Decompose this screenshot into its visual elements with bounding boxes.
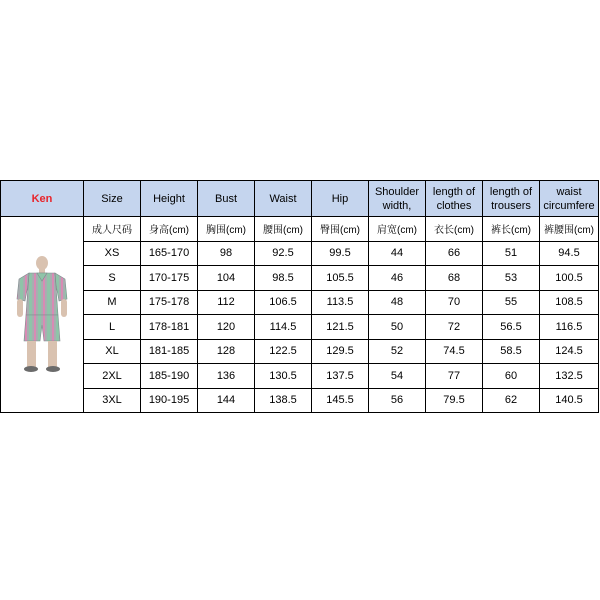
cell-trousers-waist: 132.5 bbox=[540, 364, 599, 389]
cell-size: S bbox=[84, 266, 141, 291]
table-row bbox=[1, 339, 599, 364]
header-waist: Waist bbox=[255, 181, 312, 217]
cell-size: XL bbox=[84, 339, 141, 364]
cn-header-waist: 腰围(cm) bbox=[255, 217, 312, 242]
cell-trousers-length: 53 bbox=[483, 266, 540, 291]
cell-clothes-length: 68 bbox=[426, 266, 483, 291]
cell-size: 2XL bbox=[84, 364, 141, 389]
cell-hip: 129.5 bbox=[312, 339, 369, 364]
cell-height: 185-190 bbox=[141, 364, 198, 389]
cell-trousers-length: 51 bbox=[483, 241, 540, 266]
cell-trousers-waist: 108.5 bbox=[540, 290, 599, 315]
table-row bbox=[1, 266, 599, 291]
cell-clothes-length: 79.5 bbox=[426, 388, 483, 413]
cell-bust: 98 bbox=[198, 241, 255, 266]
cell-height: 178-181 bbox=[141, 315, 198, 340]
cell-waist: 122.5 bbox=[255, 339, 312, 364]
cn-header-clothes-length: 衣长(cm) bbox=[426, 217, 483, 242]
cell-trousers-length: 55 bbox=[483, 290, 540, 315]
cell-size: M bbox=[84, 290, 141, 315]
cell-shoulder-width: 52 bbox=[369, 339, 426, 364]
cell-waist: 138.5 bbox=[255, 388, 312, 413]
chinese-header-row bbox=[1, 217, 599, 242]
cn-header-bust: 胸围(cm) bbox=[198, 217, 255, 242]
cell-hip: 121.5 bbox=[312, 315, 369, 340]
cell-clothes-length: 77 bbox=[426, 364, 483, 389]
cell-hip: 137.5 bbox=[312, 364, 369, 389]
cell-shoulder-width: 44 bbox=[369, 241, 426, 266]
cell-height: 165-170 bbox=[141, 241, 198, 266]
cn-header-trousers-length: 裤长(cm) bbox=[483, 217, 540, 242]
cn-header-hip: 臀围(cm) bbox=[312, 217, 369, 242]
header-size: Size bbox=[84, 181, 141, 217]
cell-shoulder-width: 54 bbox=[369, 364, 426, 389]
cell-trousers-length: 62 bbox=[483, 388, 540, 413]
outfit-illustration bbox=[11, 255, 73, 375]
model-name: Ken bbox=[1, 181, 84, 217]
header-hip: Hip bbox=[312, 181, 369, 217]
table-row bbox=[1, 364, 599, 389]
cell-hip: 105.5 bbox=[312, 266, 369, 291]
cell-waist: 106.5 bbox=[255, 290, 312, 315]
cell-shoulder-width: 56 bbox=[369, 388, 426, 413]
cn-header-size: 成人尺码 bbox=[84, 217, 141, 242]
header-waist-circumference: waist circumfere bbox=[540, 181, 599, 217]
cell-waist: 98.5 bbox=[255, 266, 312, 291]
cell-hip: 113.5 bbox=[312, 290, 369, 315]
header-shoulder-width: Shoulder width, bbox=[369, 181, 426, 217]
header-height: Height bbox=[141, 181, 198, 217]
cell-trousers-waist: 100.5 bbox=[540, 266, 599, 291]
cell-height: 190-195 bbox=[141, 388, 198, 413]
cell-size: XS bbox=[84, 241, 141, 266]
table-row bbox=[1, 290, 599, 315]
header-bust: Bust bbox=[198, 181, 255, 217]
cell-size: L bbox=[84, 315, 141, 340]
cell-clothes-length: 72 bbox=[426, 315, 483, 340]
shorts-shape bbox=[24, 315, 60, 341]
cell-bust: 128 bbox=[198, 339, 255, 364]
header-length-of-trousers: length of trousers bbox=[483, 181, 540, 217]
cell-waist: 130.5 bbox=[255, 364, 312, 389]
table-row bbox=[1, 241, 599, 266]
cn-header-trousers-waist: 裤腰围(cm) bbox=[540, 217, 599, 242]
cell-trousers-waist: 124.5 bbox=[540, 339, 599, 364]
cell-shoulder-width: 48 bbox=[369, 290, 426, 315]
cell-trousers-waist: 94.5 bbox=[540, 241, 599, 266]
cell-clothes-length: 74.5 bbox=[426, 339, 483, 364]
header-length-of-clothes: length of clothes bbox=[426, 181, 483, 217]
head-shape bbox=[36, 256, 48, 270]
product-image-cell bbox=[1, 217, 84, 413]
cell-trousers-length: 58.5 bbox=[483, 339, 540, 364]
cell-shoulder-width: 50 bbox=[369, 315, 426, 340]
cell-shoulder-width: 46 bbox=[369, 266, 426, 291]
cell-size: 3XL bbox=[84, 388, 141, 413]
table-row bbox=[1, 315, 599, 340]
cell-bust: 120 bbox=[198, 315, 255, 340]
cell-clothes-length: 66 bbox=[426, 241, 483, 266]
cell-bust: 144 bbox=[198, 388, 255, 413]
cell-bust: 104 bbox=[198, 266, 255, 291]
cell-clothes-length: 70 bbox=[426, 290, 483, 315]
cell-height: 175-178 bbox=[141, 290, 198, 315]
size-chart-table bbox=[0, 180, 599, 413]
cell-height: 170-175 bbox=[141, 266, 198, 291]
cell-trousers-length: 60 bbox=[483, 364, 540, 389]
cell-hip: 99.5 bbox=[312, 241, 369, 266]
table-row bbox=[1, 388, 599, 413]
cell-bust: 136 bbox=[198, 364, 255, 389]
header-row bbox=[1, 181, 599, 217]
cell-bust: 112 bbox=[198, 290, 255, 315]
cell-waist: 114.5 bbox=[255, 315, 312, 340]
cn-header-height: 身高(cm) bbox=[141, 217, 198, 242]
cell-hip: 145.5 bbox=[312, 388, 369, 413]
cell-waist: 92.5 bbox=[255, 241, 312, 266]
cell-trousers-waist: 116.5 bbox=[540, 315, 599, 340]
cell-height: 181-185 bbox=[141, 339, 198, 364]
cell-trousers-waist: 140.5 bbox=[540, 388, 599, 413]
cn-header-shoulder: 肩宽(cm) bbox=[369, 217, 426, 242]
cell-trousers-length: 56.5 bbox=[483, 315, 540, 340]
